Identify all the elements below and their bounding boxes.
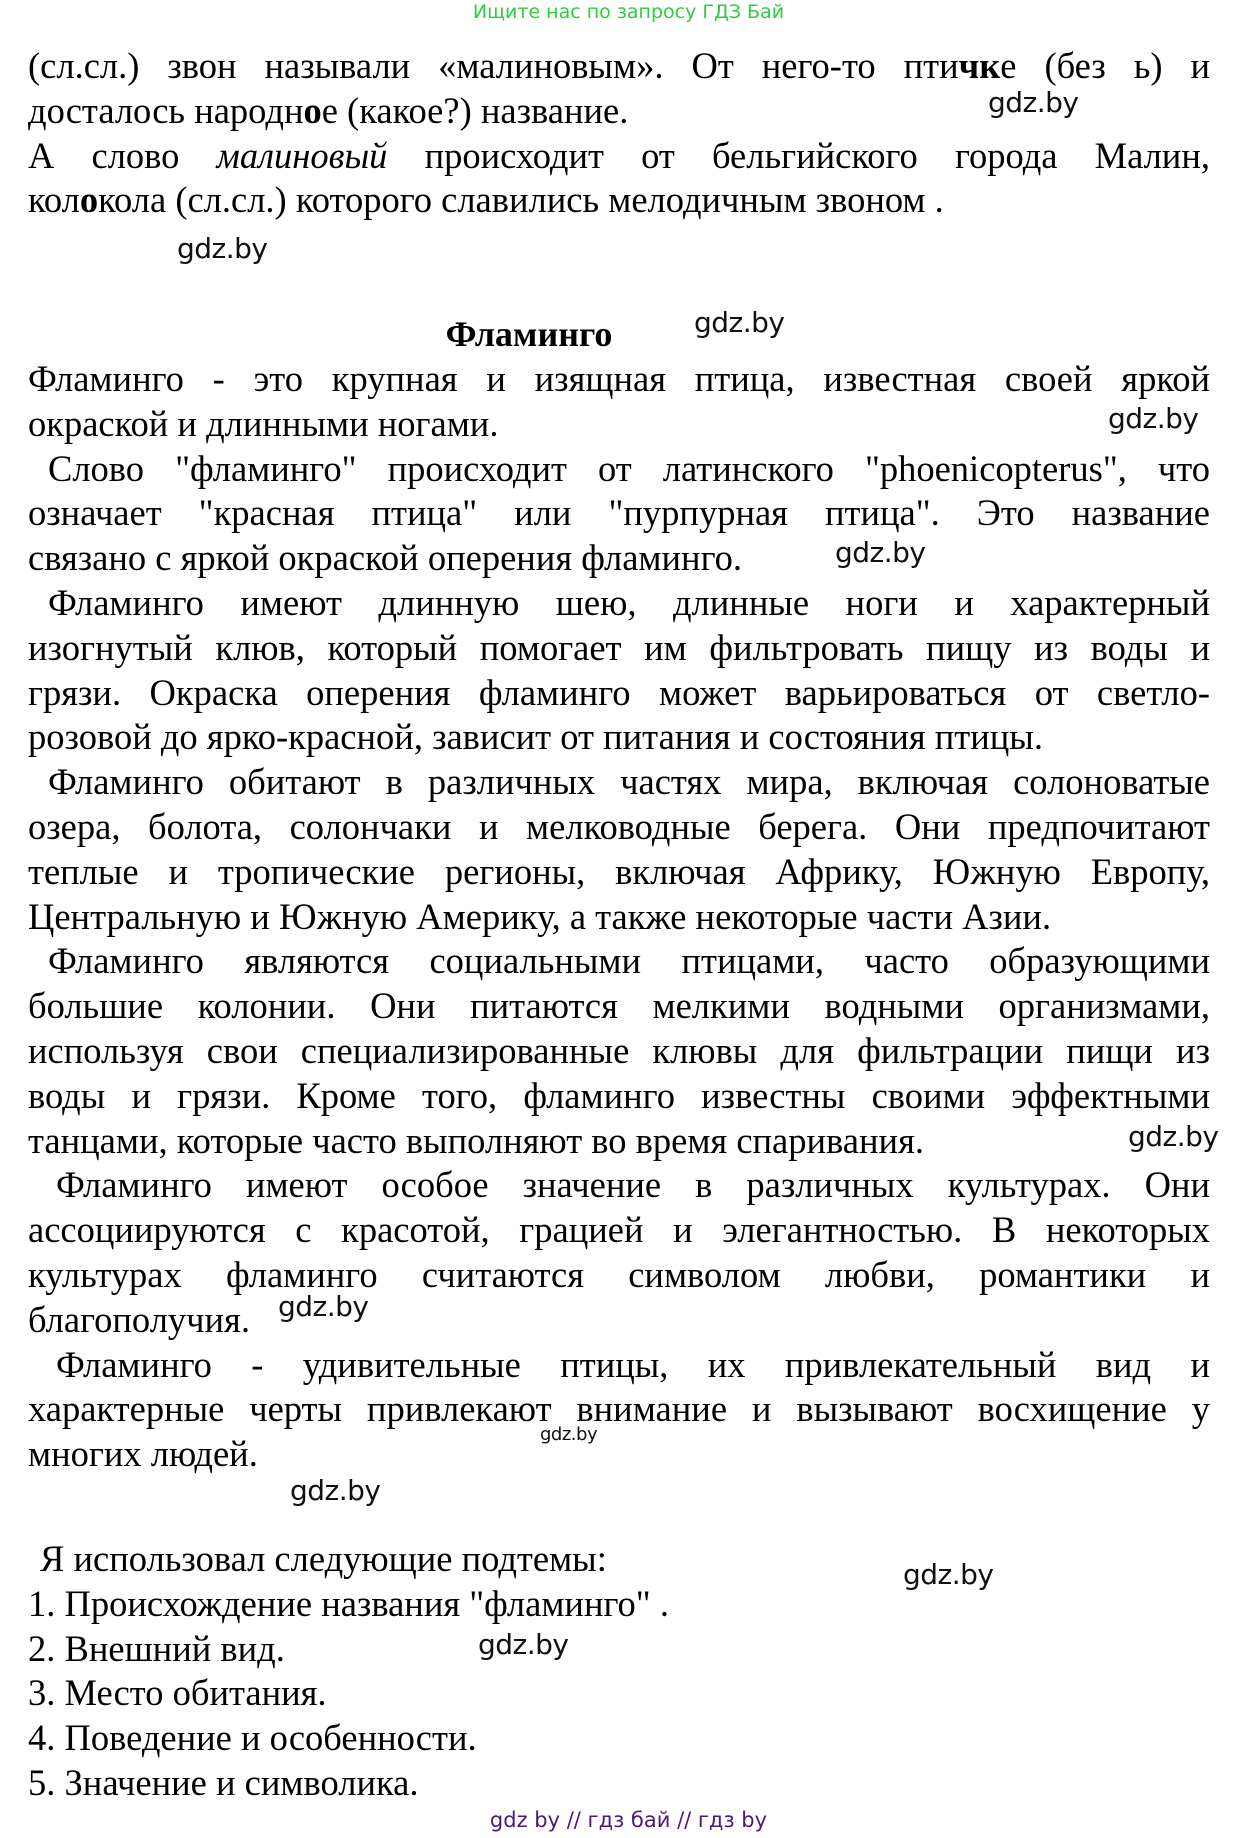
p7-line-3: многих людей. <box>28 1433 258 1475</box>
essay-title: Фламинго <box>445 314 613 355</box>
p6-line-4: благополучия. <box>28 1298 250 1340</box>
p3-line-2: изогнутый клюв, который помогает им фильтровать пищу из воды и <box>28 626 1210 668</box>
subtopic-item: 3. Место обитания. <box>28 1672 327 1714</box>
p3-line-4: розовой до ярко-красной, зависит от питания и состояния птицы. <box>28 716 1043 758</box>
p6-line-2: ассоциируются с красотой, грацией и элегантностью. В некоторых <box>28 1209 1210 1251</box>
p3-line-1: Фламинго имеют длинную шею, длинные ноги и характерный <box>48 581 1210 623</box>
p6-line-3: культурах фламинго считаются символом любви, романтики и <box>28 1253 1210 1295</box>
subtopic-item: 2. Внешний вид. <box>28 1627 285 1669</box>
p4-line-3: теплые и тропические регионы, включая Африку, Южную Европу, <box>28 850 1210 892</box>
intro-line-3: А слово малиновый происходит от бельгийского города Малин, <box>28 134 1210 176</box>
watermark: gdz.by <box>988 86 1079 119</box>
p1-line-1: Фламинго - это крупная и изящная птица, известная своей яркой <box>28 357 1210 399</box>
watermark: gdz.by <box>1108 402 1199 435</box>
p5-line-5: танцами, которые часто выполняют во время спаривания. <box>28 1119 924 1161</box>
subtopics-heading: Я использовал следующие подтемы: <box>40 1537 607 1579</box>
p4-line-4: Центральную и Южную Америку, а также некоторые части Азии. <box>28 895 1052 937</box>
p3-line-3: грязи. Окраска оперения фламинго может варьироваться от светло- <box>28 671 1210 713</box>
p2-line-1: Слово "фламинго" происходит от латинского "phoenicopterus", что <box>48 447 1210 489</box>
watermark: gdz.by <box>903 1558 994 1591</box>
p2-line-2: означает "красная птица" или "пурпурная птица". Это название <box>28 492 1210 534</box>
p7-line-2: характерные черты привлекают внимание и вызывают восхищение у <box>28 1388 1210 1430</box>
spacer <box>28 1477 1210 1537</box>
watermark: gdz.by <box>540 1424 598 1445</box>
p4-line-1: Фламинго обитают в различных частях мира, включая солоноватые <box>48 761 1210 803</box>
subtopic-item: 4. Поведение и особенности. <box>28 1717 477 1759</box>
p7-line-1: Фламинго - удивительные птицы, их привлекательный вид и <box>56 1343 1210 1385</box>
p6-line-1: Фламинго имеют особое значение в различных культурах. Они <box>56 1164 1210 1206</box>
p4-line-2: озера, болота, солончаки и мелководные берега. Они предпочитают <box>28 805 1210 847</box>
intro-line-4: колокола (сл.сл.) которого славились мелодичным звоном . <box>28 179 944 221</box>
subtopic-item: 1. Происхождение названия "фламинго" . <box>28 1582 669 1624</box>
intro-line-1: (сл.сл.) звон называли «малиновым». От него-то птичке (без ь) и <box>28 45 1210 86</box>
watermark: gdz.by <box>290 1474 381 1507</box>
top-banner: Ищите нас по запросу ГДЗ Бай <box>472 1 785 23</box>
p2-line-3: связано с яркой окраской оперения фламинго. <box>28 537 743 579</box>
p5-line-1: Фламинго являются социальными птицами, часто образующими <box>48 940 1210 982</box>
watermark: gdz.by <box>694 306 785 339</box>
footer-watermark: gdz by // гдз бай // гдз by <box>489 1808 768 1832</box>
p1-line-2: окраской и длинными ногами. <box>28 402 499 444</box>
document-page <box>28 44 1210 1806</box>
watermark: gdz.by <box>278 1290 369 1323</box>
p5-line-4: воды и грязи. Кроме того, фламинго известны своими эффектными <box>28 1074 1210 1116</box>
intro-line-2: досталось народное (какое?) название. <box>28 89 629 131</box>
watermark: gdz.by <box>177 232 268 265</box>
p5-line-2: большие колонии. Они питаются мелкими водными организмами, <box>28 985 1210 1027</box>
subtopic-item: 5. Значение и символика. <box>28 1761 419 1803</box>
watermark: gdz.by <box>478 1628 569 1661</box>
p5-line-3: используя свои специализированные клювы для фильтрации пищи из <box>28 1029 1210 1071</box>
watermark: gdz.by <box>835 536 926 569</box>
watermark: gdz.by <box>1128 1120 1219 1153</box>
